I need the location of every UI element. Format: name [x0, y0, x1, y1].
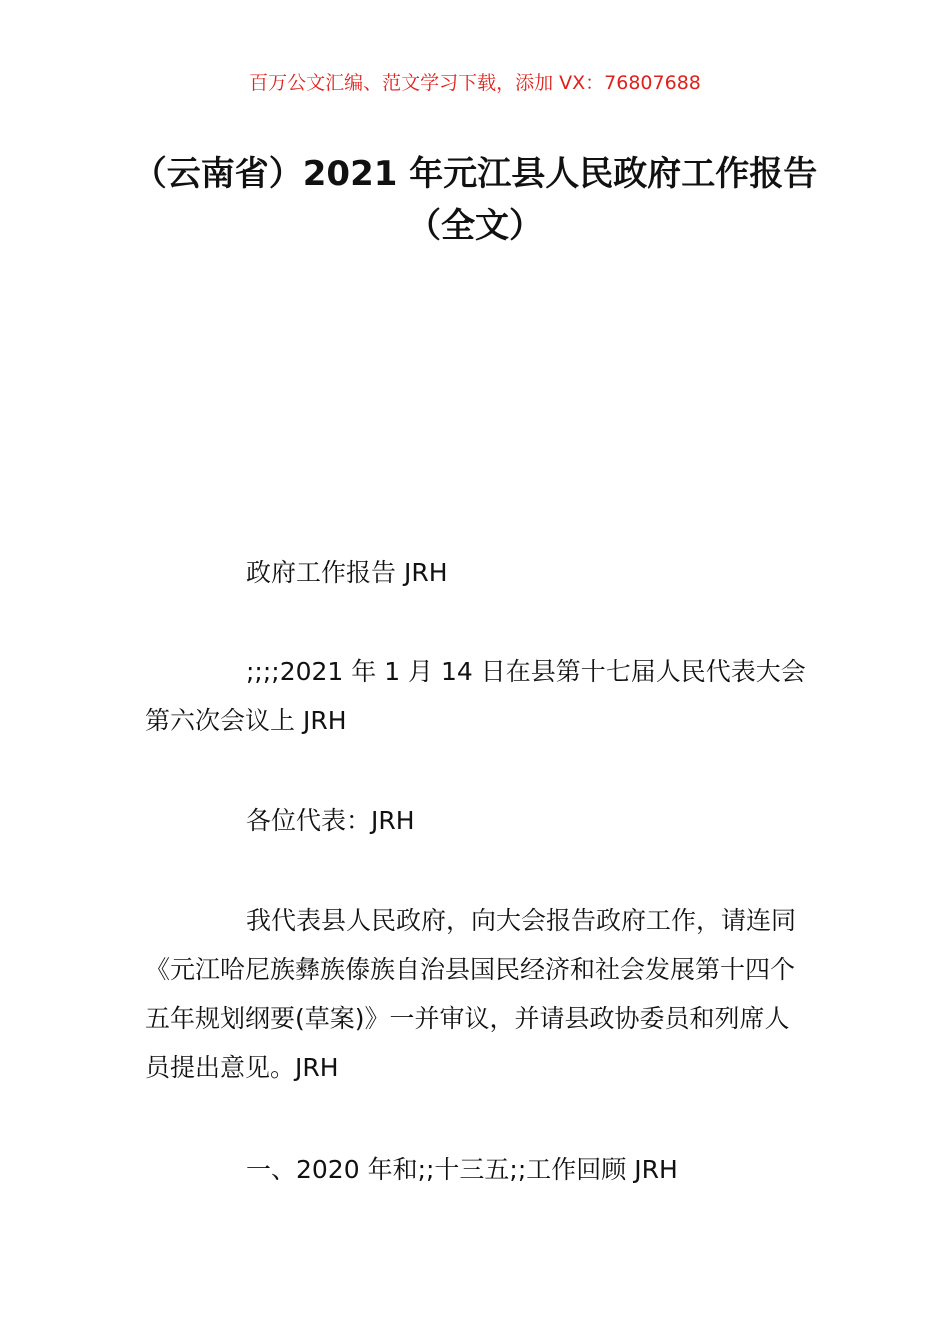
paragraph-report-heading: 政府工作报告 JRH [246, 558, 448, 587]
paragraph-introduction: 我代表县人民政府，向大会报告政府工作，请连同《元江哈尼族彝族傣族自治县国民经济和社会发展第十四个五年规划纲要(草案)》一并审议，并请县政协委员和列席人员提出意见。JRH [145, 906, 797, 1082]
paragraph-salutation: 各位代表：JRH [246, 806, 415, 835]
document-title: （云南省）2021 年元江县人民政府工作报告（全文） [132, 154, 818, 246]
paragraph-meeting-date: ;;;;2021 年 1 月 14 日在县第十七届人民代表大会第六次会议上 JRH [145, 657, 806, 735]
header-watermark-note: 百万公文汇编、范文学习下载，添加 VX：76807688 [249, 72, 701, 94]
section-heading-review: 一、2020 年和;;十三五;;工作回顾 JRH [246, 1155, 678, 1184]
